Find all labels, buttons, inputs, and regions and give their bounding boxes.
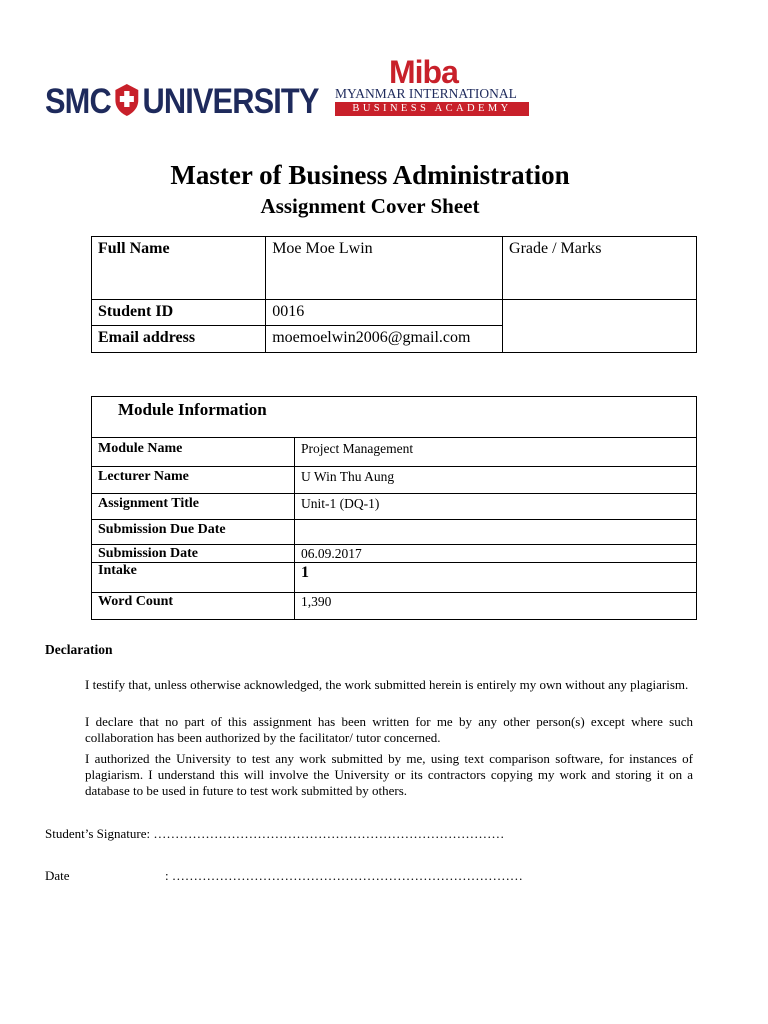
declaration-paragraph-2: I declare that no part of this assignment has been written for me by any other person(s) except where such collaboration has been authorized by the facilitator/ tutor concerned.	[85, 714, 693, 745]
intake-label: Intake	[92, 563, 295, 593]
module-info-table	[91, 396, 697, 620]
declaration-paragraph-3: I authorized the University to test any work submitted by me, using text comparison software, for instances of plagiarism. I understand this will involve the University or its contractors copying my work and storing it on a database to be used in future to test work submitted by others.	[85, 751, 693, 798]
submission-due-date-label: Submission Due Date	[92, 520, 295, 545]
lecturer-name-label: Lecturer Name	[92, 467, 295, 494]
grade-value-cell	[503, 300, 697, 353]
miba-logo-line2: BUSINESS ACADEMY	[335, 102, 529, 116]
date-line: : ………………………………………………………………………	[165, 868, 523, 883]
student-id-label: Student ID	[92, 300, 266, 326]
student-id-value: 0016	[266, 300, 503, 326]
page-subtitle: Assignment Cover Sheet	[260, 194, 480, 218]
smc-university-logo	[45, 82, 319, 122]
assignment-title-label: Assignment Title	[92, 494, 295, 520]
miba-logo-line1: MYANMAR INTERNATIONAL	[335, 86, 517, 101]
page-title: Master of Business Administration	[170, 160, 570, 190]
university-logo-text: UNIVERSITY	[142, 82, 319, 121]
full-name-label: Full Name	[92, 237, 266, 300]
declaration-heading: Declaration	[45, 642, 113, 657]
student-info-table	[91, 236, 697, 353]
module-name-label: Module Name	[92, 438, 295, 467]
grade-label: Grade / Marks	[503, 237, 697, 300]
date-label: Date	[45, 868, 70, 883]
submission-date-value: 06.09.2017	[295, 545, 697, 563]
shield-icon	[113, 83, 139, 117]
miba-logo	[335, 54, 530, 118]
submission-due-date-value	[295, 520, 697, 545]
intake-value: 1	[295, 563, 697, 593]
assignment-title-value: Unit-1 (DQ-1)	[295, 494, 697, 520]
word-count-label: Word Count	[92, 593, 295, 620]
email-label: Email address	[92, 326, 266, 353]
miba-logo-mark: Miba	[389, 54, 458, 90]
declaration-paragraph-1: I testify that, unless otherwise acknowledged, the work submitted herein is entirely my own without any plagiarism.	[85, 677, 689, 692]
header-logos	[45, 54, 535, 121]
lecturer-name-value: U Win Thu Aung	[295, 467, 697, 494]
module-info-heading: Module Information	[92, 397, 697, 438]
word-count-value: 1,390	[295, 593, 697, 620]
email-value: moemoelwin2006@gmail.com	[266, 326, 503, 353]
submission-date-label: Submission Date	[92, 545, 295, 563]
smc-logo-text: SMC	[45, 82, 111, 121]
student-signature-line: Student’s Signature: ………………………………………………………………………	[45, 826, 505, 841]
module-name-value: Project Management	[295, 438, 697, 467]
full-name-value: Moe Moe Lwin	[266, 237, 503, 300]
